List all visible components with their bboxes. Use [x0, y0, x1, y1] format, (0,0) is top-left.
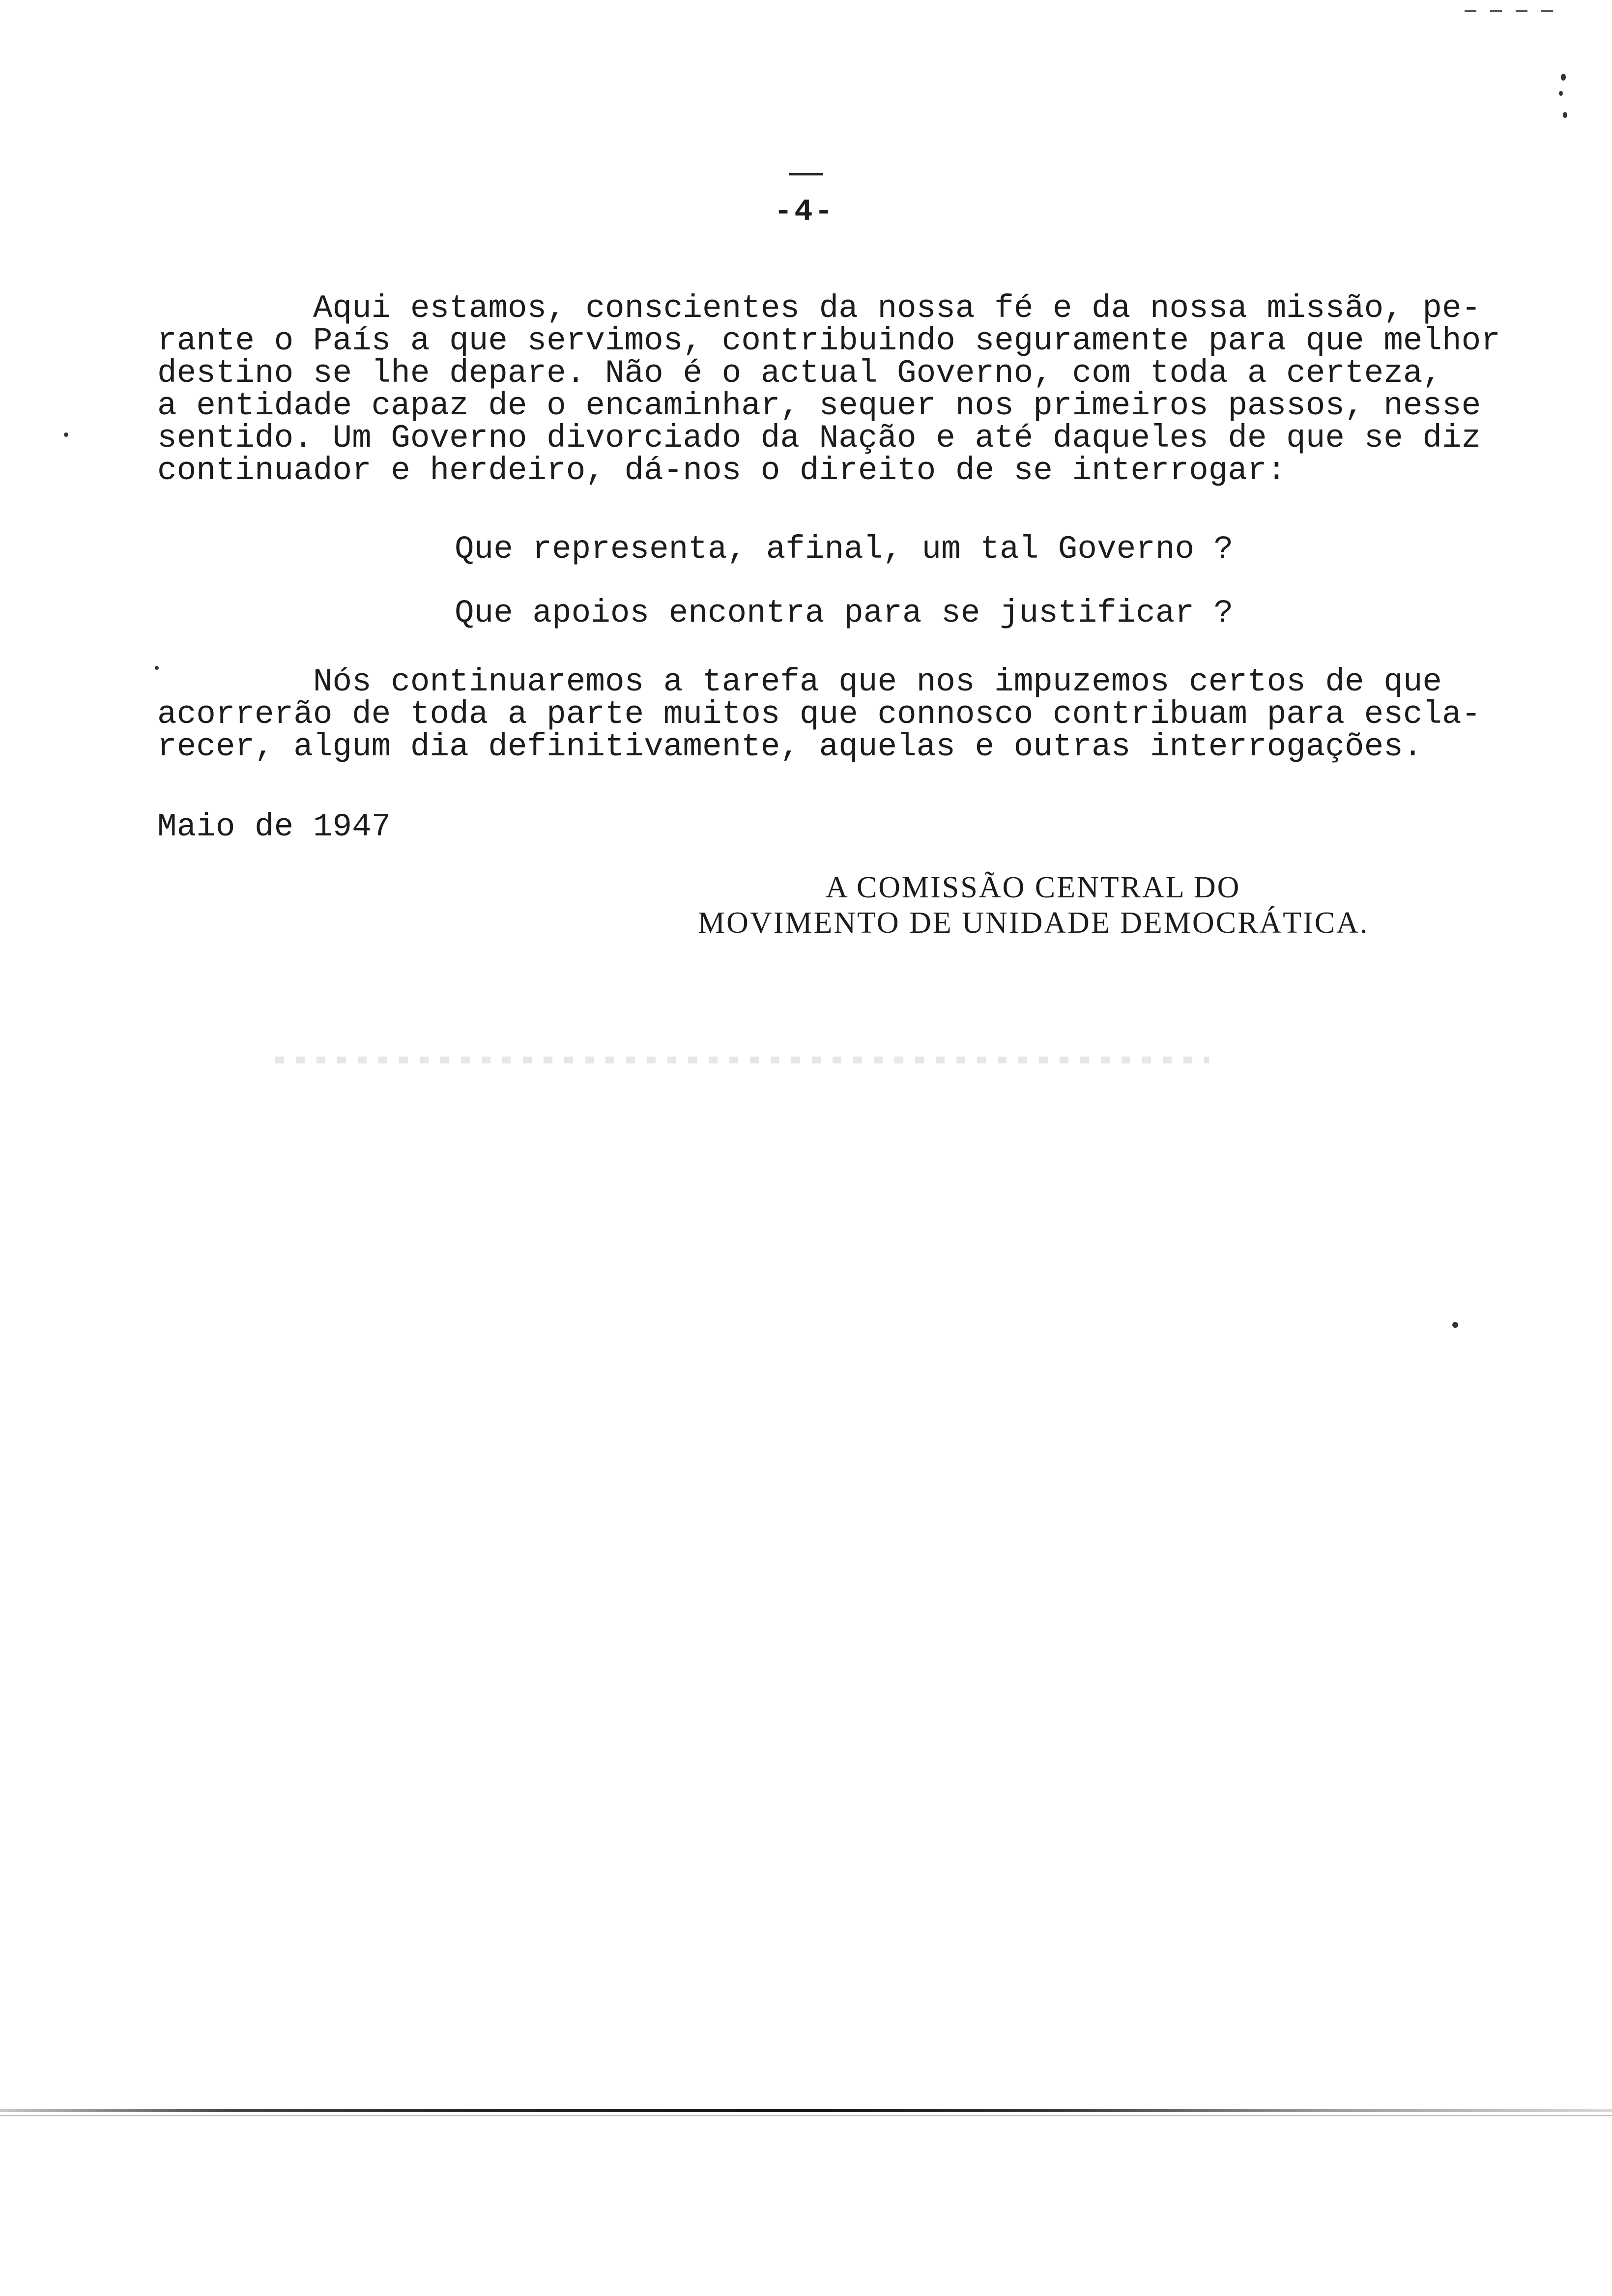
page-number: -4- [774, 194, 835, 229]
paragraph-intro: Aqui estamos, conscientes da nossa fé e da nossa missão, pe- rante o País a que servimos, contribuindo seguramente para que melhor destino se lhe depare. Não é o actual Governo, com toda a certeza, a entidade capaz de o encaminhar, sequer nos primeiros passos, nesse sentido. Um Governo divorciado da Nação e até daqueles de que se diz continuador e herdeiro, dá-nos o direito de se interrogar: [157, 290, 1500, 489]
scan-speck [1561, 74, 1566, 81]
question-representation: Que representa, afinal, um tal Governo ? [455, 531, 1234, 568]
scan-speck [64, 432, 68, 437]
signature-block [698, 870, 1386, 941]
bottom-rule-shadow [0, 2115, 1612, 2116]
scan-smudge [275, 1057, 1209, 1063]
scan-speck [1563, 112, 1567, 118]
scan-speck [1559, 91, 1563, 96]
page-number-dash [789, 173, 823, 175]
scan-speck [1452, 1322, 1458, 1328]
bottom-rule [0, 2109, 1612, 2112]
scan-artifact-top [1465, 10, 1563, 12]
signature-line-committee: A COMISSÃO CENTRAL DO [826, 871, 1241, 904]
signature-line-movement: MOVIMENTO DE UNIDADE DEMOCRÁTICA. [698, 906, 1369, 940]
document-date: Maio de 1947 [157, 808, 391, 845]
question-support: Que apoios encontra para se justificar ? [455, 595, 1234, 631]
paragraph-closing: Nós continuaremos a tarefa que nos impuzemos certos de que acorrerão de toda a parte muitos que connosco contribuam para escla- recer, algum dia definitivamente, aquelas e outras interrogações. [157, 663, 1481, 765]
